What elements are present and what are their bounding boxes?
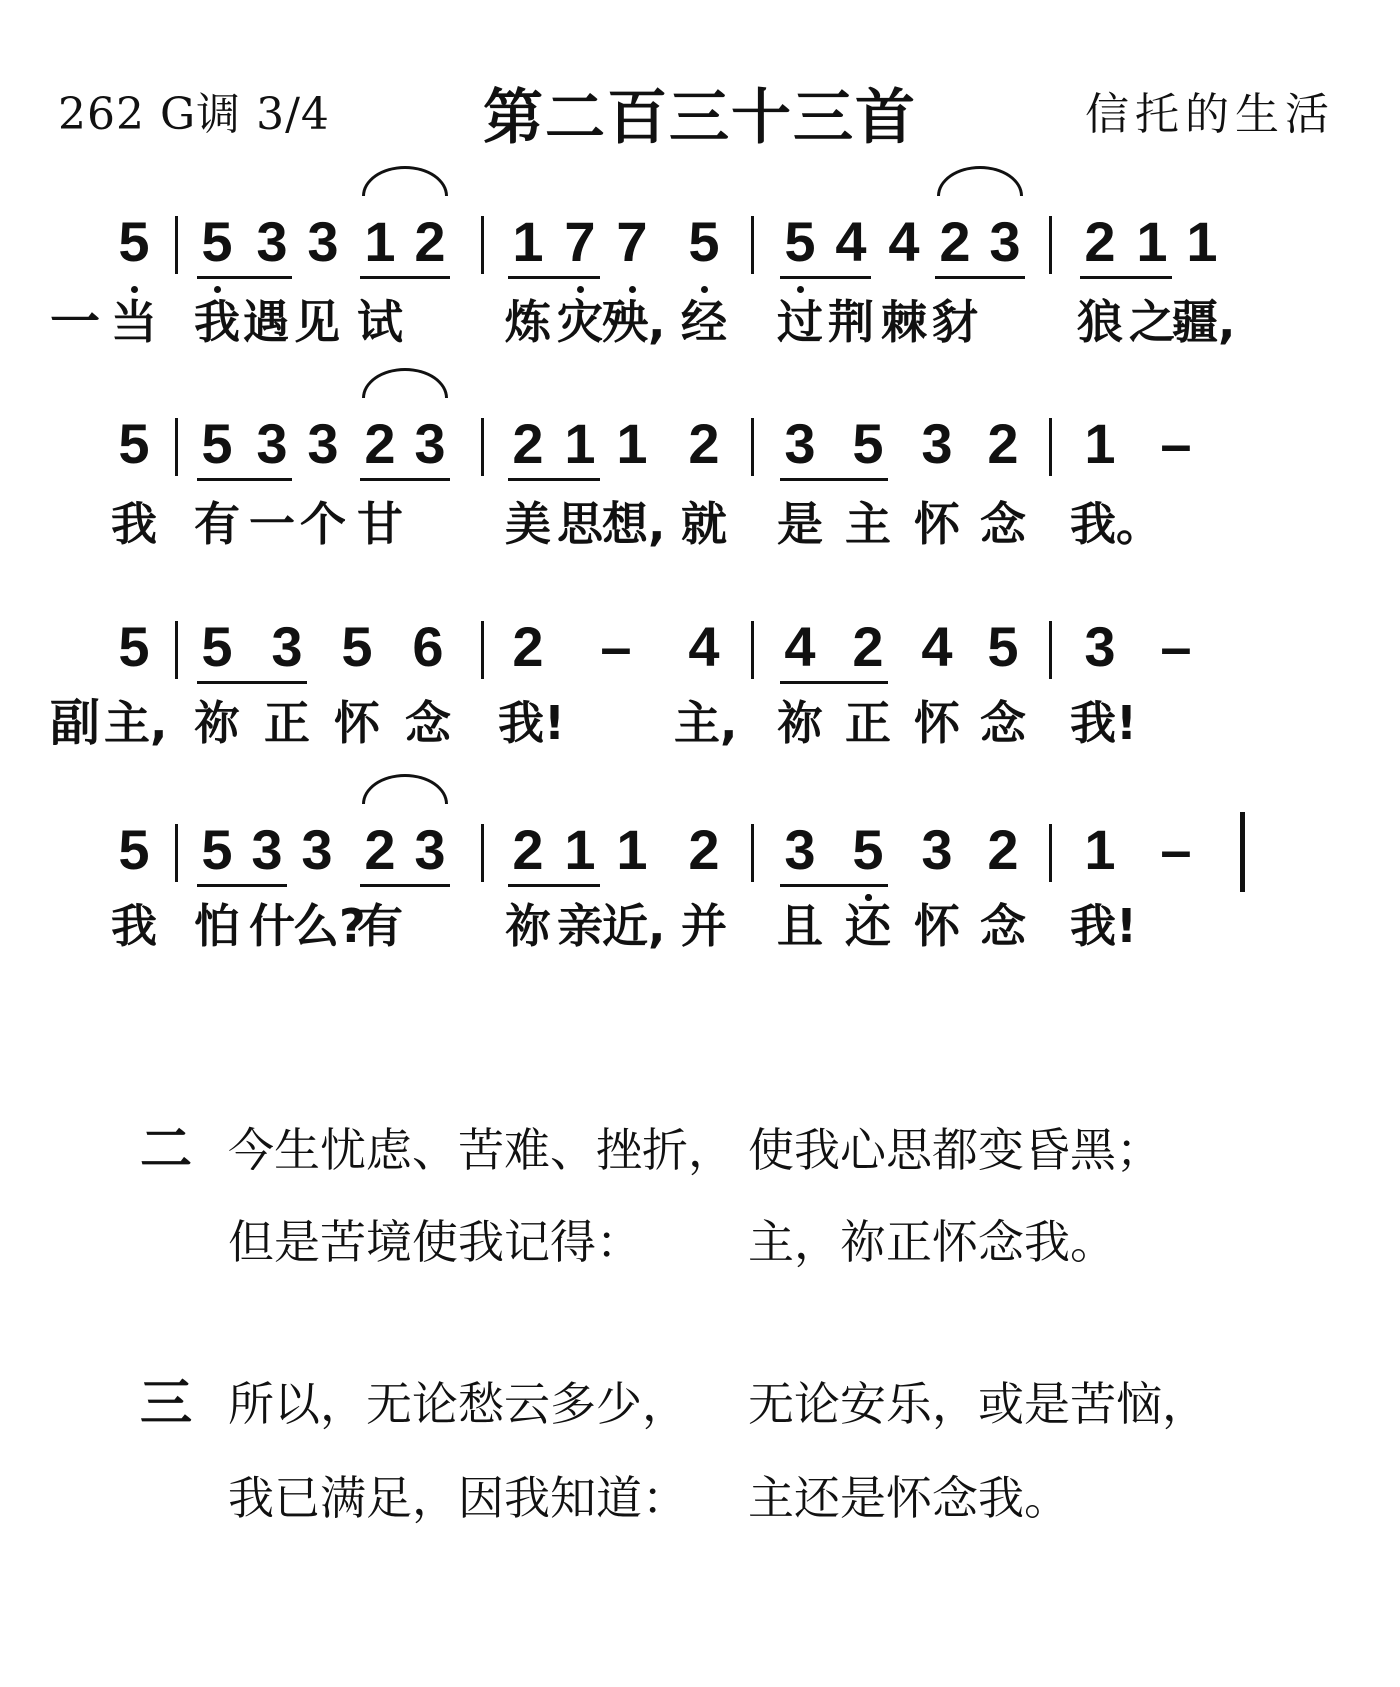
lyric-syllable: 甘 — [357, 497, 403, 551]
note: – — [1160, 615, 1192, 678]
note: 2 — [512, 615, 544, 678]
beam-underline — [360, 276, 450, 279]
verse-label: 一 — [50, 293, 100, 351]
beam-underline — [508, 276, 600, 279]
slur — [362, 166, 448, 196]
lyric-syllable: 个 — [300, 497, 346, 551]
lyric-syllable: 就 — [681, 497, 727, 551]
lyric-syllable: 怀 — [914, 899, 960, 953]
note: 3 — [414, 818, 446, 881]
beam-underline — [197, 478, 292, 481]
lyric-syllable: 正 — [845, 696, 891, 750]
lyric-syllable: 并 — [681, 899, 727, 953]
note: 1 — [616, 818, 648, 881]
bar-line — [481, 418, 484, 476]
lyric-syllable: 见 — [294, 295, 340, 349]
lyric-syllable: 什 — [249, 899, 295, 953]
notation-row — [0, 412, 1400, 502]
lyric-syllable: 怀 — [914, 696, 960, 750]
lyric-syllable: 念 — [980, 497, 1026, 551]
note: 3 — [921, 818, 953, 881]
note: 3 — [1084, 615, 1116, 678]
note: – — [1160, 412, 1192, 475]
hymn-title: 第二百三十三首 — [483, 83, 917, 153]
note: 4 — [688, 615, 720, 678]
lyric-syllable: 我。 — [1070, 497, 1162, 551]
lyric-syllable: 荆 — [828, 295, 874, 349]
verse-line: 主还是怀念我。 — [748, 1471, 1070, 1525]
bar-line — [481, 216, 484, 274]
verse-line: 主，祢正怀念我。 — [748, 1215, 1116, 1269]
beam-underline — [360, 478, 450, 481]
lyric-syllable: 怀 — [334, 696, 380, 750]
lyric-syllable: 我! — [498, 696, 565, 750]
lyric-syllable: 还 — [845, 899, 891, 953]
bar-line — [175, 824, 178, 882]
note: 4 — [888, 210, 920, 273]
notation-row — [0, 210, 1400, 300]
beam-underline — [508, 478, 600, 481]
lyric-syllable: 棘 — [881, 295, 927, 349]
note: 5 — [201, 615, 233, 678]
lyric-syllable: 祢 — [194, 696, 240, 750]
verse-line: 所以，无论愁云多少， — [228, 1377, 688, 1431]
lyric-line — [0, 292, 1400, 362]
note: 5 — [341, 615, 373, 678]
lyric-syllable: 正 — [264, 696, 310, 750]
lyric-syllable: 有 — [357, 899, 403, 953]
pickup-note: 5 — [118, 412, 150, 475]
lyric-syllable: 主, — [674, 696, 738, 750]
note: 3 — [921, 412, 953, 475]
bar-line — [1049, 824, 1052, 882]
note: 3 — [784, 818, 816, 881]
lyric-syllable: 试 — [357, 295, 403, 349]
note: 4 — [784, 615, 816, 678]
note: 4 — [835, 210, 867, 273]
lyric-syllable: 美 — [505, 497, 551, 551]
note: 3 — [414, 412, 446, 475]
slur — [362, 774, 448, 804]
note: 3 — [784, 412, 816, 475]
lyric-syllable: 殃, — [602, 295, 666, 349]
note: 6 — [412, 615, 444, 678]
beam-underline — [1080, 276, 1172, 279]
note: – — [1160, 818, 1192, 881]
lyric-syllable: 有 — [194, 497, 240, 551]
note: 3 — [256, 210, 288, 273]
note: 2 — [688, 818, 720, 881]
final-bar-line — [1240, 812, 1245, 892]
note: 3 — [307, 210, 339, 273]
note: 2 — [364, 412, 396, 475]
beam-underline — [508, 884, 600, 887]
lyric-syllable: 我! — [1070, 899, 1137, 953]
beam-underline — [197, 276, 292, 279]
lyric-syllable: 且 — [777, 899, 823, 953]
lyric-syllable: 经 — [681, 295, 727, 349]
note: 5 — [852, 818, 884, 881]
lyric-syllable: 我! — [1070, 696, 1137, 750]
bar-line — [1049, 621, 1052, 679]
lyric-syllable: 一 — [249, 497, 295, 551]
bar-line — [1049, 216, 1052, 274]
note: 2 — [939, 210, 971, 273]
verse-number: 三 — [140, 1374, 193, 1434]
lyric-syllable: 我 — [111, 899, 157, 953]
note: 1 — [1084, 818, 1116, 881]
pickup-note: 5 — [118, 210, 150, 273]
note: 3 — [251, 818, 283, 881]
note: 2 — [414, 210, 446, 273]
lyric-syllable: 遇 — [243, 295, 289, 349]
lyric-syllable: 么? — [293, 899, 366, 953]
lyric-syllable: 豺 — [932, 295, 978, 349]
hymn-theme: 信托的生活 — [1085, 89, 1335, 140]
bar-line — [481, 824, 484, 882]
note: 2 — [1084, 210, 1116, 273]
note: 5 — [987, 615, 1019, 678]
note: 1 — [1186, 210, 1218, 273]
beam-underline — [780, 681, 888, 684]
note: 3 — [256, 412, 288, 475]
note: 2 — [987, 818, 1019, 881]
note: 1 — [364, 210, 396, 273]
lyric-syllable: 灾 — [557, 295, 603, 349]
note: 7 — [564, 210, 596, 273]
lyric-syllable: 思 — [557, 497, 603, 551]
lyric-syllable: 狼 — [1077, 295, 1123, 349]
notation-row — [0, 818, 1400, 908]
verse-line: 我已满足，因我知道： — [228, 1471, 688, 1525]
slur — [362, 368, 448, 398]
verse-line: 使我心思都变昏黑； — [748, 1123, 1162, 1177]
pickup-note: 5 — [118, 615, 150, 678]
note: 5 — [201, 818, 233, 881]
beam-underline — [935, 276, 1025, 279]
beam-underline — [360, 884, 450, 887]
beam-underline — [780, 478, 888, 481]
verse-line: 无论安乐，或是苦恼， — [748, 1377, 1208, 1431]
lyric-line — [0, 896, 1400, 966]
note: 5 — [201, 412, 233, 475]
bar-line — [751, 621, 754, 679]
note: 5 — [852, 412, 884, 475]
beam-underline — [197, 884, 287, 887]
lyric-syllable: 炼 — [505, 295, 551, 349]
lyric-syllable: 之 — [1129, 295, 1175, 349]
lyric-syllable: 想, — [602, 497, 666, 551]
bar-line — [175, 418, 178, 476]
lyric-syllable: 亲 — [557, 899, 603, 953]
note: 3 — [307, 412, 339, 475]
lyric-syllable: 念 — [980, 696, 1026, 750]
verse-line: 但是苦境使我记得： — [228, 1215, 642, 1269]
note: 7 — [616, 210, 648, 273]
beam-underline — [780, 276, 871, 279]
note: 1 — [564, 412, 596, 475]
lyric-line — [0, 693, 1400, 763]
lyric-syllable: 怕 — [194, 899, 240, 953]
lyric-syllable: 念 — [405, 696, 451, 750]
lyric-syllable: 祢 — [777, 696, 823, 750]
lyric-line — [0, 494, 1400, 564]
verse-label: 副 — [50, 694, 100, 752]
verse-line: 今生忧虑、苦难、挫折， — [228, 1123, 734, 1177]
note: 1 — [1084, 412, 1116, 475]
bar-line — [751, 418, 754, 476]
note: 5 — [784, 210, 816, 273]
lyric-syllable: 过 — [777, 295, 823, 349]
verse-number: 二 — [140, 1120, 193, 1180]
beam-underline — [780, 884, 888, 887]
notation-row — [0, 615, 1400, 705]
bar-line — [751, 216, 754, 274]
lyric-syllable: 怀 — [914, 497, 960, 551]
lyric-syllable: 我 — [111, 497, 157, 551]
lyric-syllable: 当 — [111, 295, 157, 349]
lyric-syllable: 主, — [104, 696, 168, 750]
note: – — [600, 615, 632, 678]
key-and-meter: 262 G调 3/4 — [58, 89, 330, 140]
note: 5 — [201, 210, 233, 273]
note: 2 — [512, 412, 544, 475]
note: 1 — [616, 412, 648, 475]
note: 2 — [364, 818, 396, 881]
bar-line — [481, 621, 484, 679]
note: 4 — [921, 615, 953, 678]
note: 1 — [1136, 210, 1168, 273]
lyric-syllable: 祢 — [505, 899, 551, 953]
lyric-syllable: 我 — [194, 295, 240, 349]
note: 3 — [989, 210, 1021, 273]
pickup-note: 5 — [118, 818, 150, 881]
lyric-syllable: 近, — [602, 899, 666, 953]
note: 1 — [512, 210, 544, 273]
lyric-syllable: 疆, — [1172, 295, 1236, 349]
lyric-syllable: 念 — [980, 899, 1026, 953]
note: 5 — [688, 210, 720, 273]
note: 2 — [512, 818, 544, 881]
note: 1 — [564, 818, 596, 881]
bar-line — [751, 824, 754, 882]
bar-line — [175, 216, 178, 274]
note: 2 — [987, 412, 1019, 475]
lyric-syllable: 是 — [777, 497, 823, 551]
note: 2 — [852, 615, 884, 678]
bar-line — [175, 621, 178, 679]
note: 2 — [688, 412, 720, 475]
note: 3 — [271, 615, 303, 678]
note: 3 — [301, 818, 333, 881]
slur — [937, 166, 1023, 196]
bar-line — [1049, 418, 1052, 476]
beam-underline — [197, 681, 307, 684]
lyric-syllable: 主 — [845, 497, 891, 551]
